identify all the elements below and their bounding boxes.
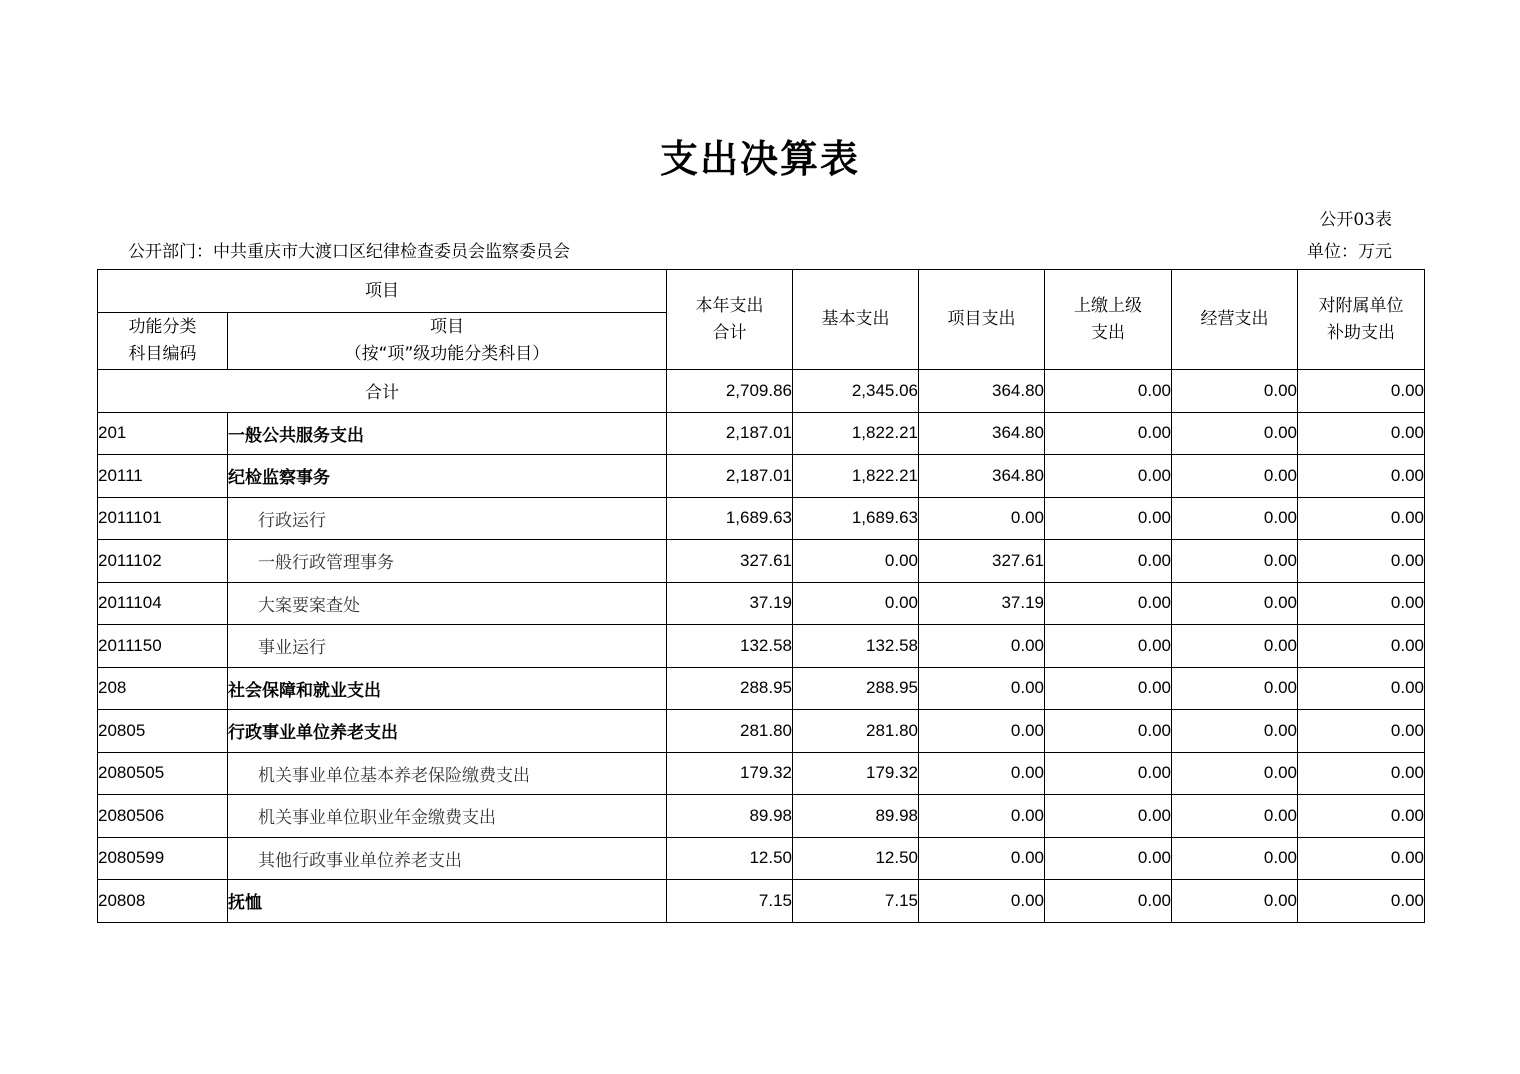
row-value: 0.00 (1045, 540, 1172, 583)
row-name: 事业运行 (228, 625, 667, 668)
row-name: 一般公共服务支出 (228, 412, 667, 455)
row-value: 288.95 (667, 667, 793, 710)
row-value: 288.95 (793, 667, 919, 710)
row-value: 281.80 (667, 710, 793, 753)
table-row (98, 795, 1425, 838)
row-value: 179.32 (793, 752, 919, 795)
row-value: 0.00 (1298, 540, 1425, 583)
table-row (98, 710, 1425, 753)
header-project-expense: 项目支出 (919, 270, 1045, 370)
row-value: 37.19 (919, 582, 1045, 625)
row-name: 抚恤 (228, 880, 667, 923)
row-value: 1,689.63 (667, 497, 793, 540)
row-name: 行政事业单位养老支出 (228, 710, 667, 753)
row-value: 1,689.63 (793, 497, 919, 540)
row-value: 0.00 (1172, 455, 1298, 498)
table-row (98, 455, 1425, 498)
row-value: 0.00 (1298, 710, 1425, 753)
row-value: 132.58 (793, 625, 919, 668)
row-value: 0.00 (919, 667, 1045, 710)
row-value: 0.00 (1172, 667, 1298, 710)
row-value: 12.50 (667, 837, 793, 880)
row-value: 37.19 (667, 582, 793, 625)
row-value: 0.00 (1298, 455, 1425, 498)
row-value: 0.00 (1172, 540, 1298, 583)
row-value: 0.00 (919, 795, 1045, 838)
table-number: 公开03表 (1319, 210, 1392, 230)
row-value: 0.00 (1298, 412, 1425, 455)
expenditure-table (97, 269, 1425, 923)
table-row (98, 582, 1425, 625)
table-row (98, 837, 1425, 880)
row-code: 2080505 (98, 752, 228, 795)
row-value: 0.00 (1298, 582, 1425, 625)
table-row (98, 497, 1425, 540)
row-value: 89.98 (793, 795, 919, 838)
row-value: 0.00 (1298, 795, 1425, 838)
row-value: 89.98 (667, 795, 793, 838)
row-value: 12.50 (793, 837, 919, 880)
row-value: 0.00 (1045, 795, 1172, 838)
row-value: 0.00 (1045, 837, 1172, 880)
row-value: 7.15 (667, 880, 793, 923)
table-row (98, 752, 1425, 795)
total-label: 合计 (98, 370, 667, 413)
row-value: 0.00 (1172, 497, 1298, 540)
row-code: 2011101 (98, 497, 228, 540)
row-code: 20111 (98, 455, 228, 498)
row-value: 7.15 (793, 880, 919, 923)
row-name: 纪检监察事务 (228, 455, 667, 498)
page-title: 支出决算表 (659, 137, 860, 181)
row-code: 20808 (98, 880, 228, 923)
row-code: 2011104 (98, 582, 228, 625)
row-value: 327.61 (667, 540, 793, 583)
row-name: 其他行政事业单位养老支出 (228, 837, 667, 880)
row-value: 0.00 (1172, 752, 1298, 795)
row-value: 281.80 (793, 710, 919, 753)
row-value: 0.00 (1298, 497, 1425, 540)
row-value: 0.00 (1045, 455, 1172, 498)
row-value: 0.00 (1298, 880, 1425, 923)
row-code: 2080506 (98, 795, 228, 838)
row-value: 179.32 (667, 752, 793, 795)
row-code: 2011150 (98, 625, 228, 668)
table-row (98, 880, 1425, 923)
row-value: 0.00 (919, 752, 1045, 795)
header-total: 本年支出 合计 (667, 270, 793, 370)
total-value: 2,345.06 (793, 370, 919, 413)
row-value: 0.00 (793, 540, 919, 583)
header-item-name: 项目 （按“项”级功能分类科目） (228, 313, 667, 370)
unit-label: 单位：万元 (1307, 242, 1392, 262)
row-value: 0.00 (919, 837, 1045, 880)
row-value: 0.00 (919, 880, 1045, 923)
row-value: 0.00 (1298, 625, 1425, 668)
table-row (98, 625, 1425, 668)
row-value: 0.00 (1045, 412, 1172, 455)
header-business: 经营支出 (1172, 270, 1298, 370)
row-value: 364.80 (919, 455, 1045, 498)
total-row (98, 370, 1425, 413)
header-code: 功能分类 科目编码 (98, 313, 228, 370)
row-value: 327.61 (919, 540, 1045, 583)
row-value: 0.00 (793, 582, 919, 625)
table-row (98, 412, 1425, 455)
row-value: 0.00 (919, 710, 1045, 753)
header-upper: 上缴上级 支出 (1045, 270, 1172, 370)
header-basic: 基本支出 (793, 270, 919, 370)
row-code: 2080599 (98, 837, 228, 880)
row-value: 0.00 (1298, 752, 1425, 795)
row-value: 0.00 (1172, 582, 1298, 625)
row-code: 201 (98, 412, 228, 455)
row-value: 0.00 (1045, 582, 1172, 625)
total-value: 0.00 (1172, 370, 1298, 413)
row-value: 0.00 (1172, 710, 1298, 753)
row-value: 2,187.01 (667, 455, 793, 498)
row-name: 机关事业单位基本养老保险缴费支出 (228, 752, 667, 795)
row-name: 社会保障和就业支出 (228, 667, 667, 710)
table-row (98, 540, 1425, 583)
row-value: 0.00 (1045, 752, 1172, 795)
row-value: 132.58 (667, 625, 793, 668)
row-value: 1,822.21 (793, 455, 919, 498)
row-value: 0.00 (1172, 625, 1298, 668)
row-name: 大案要案查处 (228, 582, 667, 625)
total-value: 0.00 (1298, 370, 1425, 413)
row-value: 0.00 (1045, 667, 1172, 710)
row-value: 0.00 (1172, 880, 1298, 923)
row-value: 0.00 (1045, 710, 1172, 753)
table-row (98, 667, 1425, 710)
row-value: 0.00 (1045, 880, 1172, 923)
total-value: 2,709.86 (667, 370, 793, 413)
row-value: 0.00 (1298, 837, 1425, 880)
department-label: 公开部门：中共重庆市大渡口区纪律检查委员会监察委员会 (128, 242, 570, 262)
row-value: 0.00 (1172, 412, 1298, 455)
row-name: 一般行政管理事务 (228, 540, 667, 583)
row-value: 1,822.21 (793, 412, 919, 455)
header-project: 项目 (98, 270, 667, 313)
row-value: 0.00 (1045, 625, 1172, 668)
row-value: 0.00 (1045, 497, 1172, 540)
row-value: 0.00 (1172, 795, 1298, 838)
row-code: 2011102 (98, 540, 228, 583)
row-value: 0.00 (919, 625, 1045, 668)
header-subsidy: 对附属单位 补助支出 (1298, 270, 1425, 370)
row-code: 20805 (98, 710, 228, 753)
row-value: 364.80 (919, 412, 1045, 455)
total-value: 0.00 (1045, 370, 1172, 413)
row-value: 0.00 (919, 497, 1045, 540)
row-value: 2,187.01 (667, 412, 793, 455)
row-value: 0.00 (1298, 667, 1425, 710)
row-name: 行政运行 (228, 497, 667, 540)
row-value: 0.00 (1172, 837, 1298, 880)
row-code: 208 (98, 667, 228, 710)
total-value: 364.80 (919, 370, 1045, 413)
row-name: 机关事业单位职业年金缴费支出 (228, 795, 667, 838)
